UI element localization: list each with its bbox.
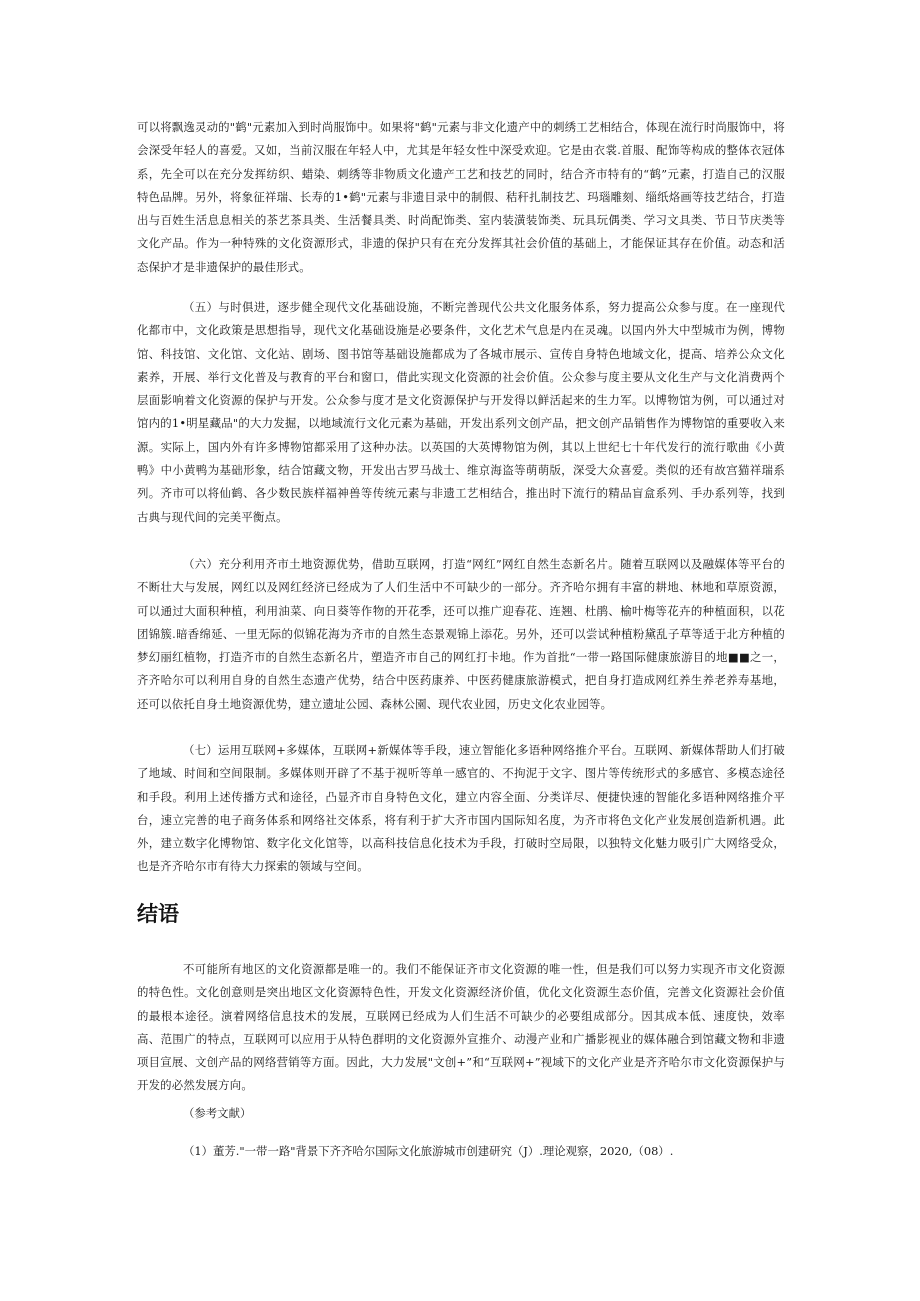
paragraph-section-six: （六）充分利用齐市土地资源优势，借助互联网，打造“网红”网红自然生态新名片。随着互联网以及融媒体等平台的不断壮大与发展，网红以及网红经济已经成为了人们生活中不可缺少的一部分。齐齐哈尔拥有丰富的耕地、林地和草原资源，可以通过大面积种植，利用油菜、向日葵等作物的开花季，还可以推广迎春花、连翘、杜鹃、榆叶梅等花卉的种植面积，以花团锦簇.暗香绵延、一里无际的似锦花海为齐市的自然生态景观锦上添花。另外，还可以尝试种植粉黛乱子草等适于北方种植的梦幻丽红植物，打造齐市的自然生态新名片，塑造齐市自己的网红打卡地。作为首批“一带一路国际健康旅游目的地■■之一，齐齐哈尔可以利用自身的自然生态遗产优势，结合中医药康养、中医药健康旅游模式，把自身打造成网红养生养老养寿基地，还可以依托自身土地资源优势，建立遗址公园、森林公園、现代农业园，历史文化农业园等。 bbox=[137, 557, 785, 711]
references-label: （参考文献） bbox=[183, 1106, 252, 1120]
paragraph-section-seven: （七）运用互联网+多媒体，互联网+新媒体等手段，速立智能化多语种网络推介平台。互联网、新媒体帮助人们打破了地域、时间和空间限制。多媒体则开辟了不基于视听等单一感官的、不拘泥于文字、图片等传统形式的多感官、多模态途径和手段。利用上述传播方式和途径，凸显齐市自身特色文化，建立内容全面、分类详尽、便捷快速的智能化多语种网络推介平台，速立完善的电子商务体系和网络社交体系，将有利于扩大齐市国内国际知名度，为齐市将色文化产业发展创造新机遇。此外，建立数字化博物馆、数字化文化馆等，以高科技信息化技术为手段，打破时空局限，以独特文化魅力吸引广大网络受众，也是齐齐哈尔市有待大力探索的领域与空间。 bbox=[137, 743, 785, 874]
paragraph-crane-elements: 可以将飘逸灵动的"鹤"元素加入到时尚服饰中。如果将"鹤"元素与非文化遗产中的刺绣工艺相结合，体现在流行时尚服饰中，将会深受年轻人的喜爱。又如，当前汉服在年轻人中，尤其是年轻女性中深受欢迎。它是由衣裳.首服、配饰等构成的整体衣冠体系，先全可以在充分发挥纺织、蜡染、刺绣等非物质文化遗产工艺和技艺的同时，结合齐市特有的“鹤”元素，打造自己的汉服特色品牌。另外，将象征祥瑞、长寿的1•鹤"元素与非遗目录中的制假、秸秆扎制技艺、玛瑙雕刻、缁纸烙画等技艺结合，打造出与百姓生活息息相关的茶艺茶具类、生活餐具类、时尚配饰类、室内装潢装饰类、玩具玩偶类、学习文具类、节日节庆类等文化产品。作为一种特殊的文化资源形式，非遗的保护只有在充分发挥其社会价值的基础上，才能保证其存在价值。动态和活态保护才是非遗保护的最佳形式。 bbox=[137, 120, 785, 274]
paragraph-section-five: （五）与时俱进，逐步健全现代文化基础设施，不断完善现代公共文化服务体系，努力提高公众参与度。在一座现代化都市中，文化政策是思想指导，现代文化基础设施是必要条件，文化艺术气息是内在灵魂。以国内外大中型城市为例，博物馆、科技馆、文化馆、文化站、剧场、图书馆等基础设施都成为了各城市展示、宣传自身特色地域文化，提高、培养公众文化素养，开展、举行文化普及与教育的平台和窗口，借此实现文化资源的社会价值。公众参与度主要从文化生产与文化消费两个层面影响着文化资源的保护与开发。公众参与度才是文化资源保护与开发得以鲜活起来的生力军。以博物馆为例，可以通过对馆内的1•明星藏品"的大力发掘，以地域流行文化元素为基础，开发出系列文创产品，把文创产品销售作为博物馆的重要收入来源。实际上，国内外有许多博物馆都采用了这种办法。以英国的大英博物馆为例，其以上世纪七十年代发行的流行歌曲《小黄鸭》中小黄鸭为基础形象，结合馆藏文物，开发出古罗马战士、维京海盗等萌萌版，深受大众喜爱。类似的还有故宫猫祥瑞系列。齐市可以将仙鹤、各少数民族样福神兽等传统元素与非遗工艺相结合，推出时下流行的精品盲盒系列、手办系列等，找到古典与现代间的完美平衡点。 bbox=[137, 300, 785, 524]
paragraph-conclusion: 不可能所有地区的文化资源都是唯一的。我们不能保证齐市文化资源的唯一性，但是我们可以努力实现齐市文化资源的特色性。文化创意则是突出地区文化资源特色性，开发文化资源经济价值，优化文化资源生态价值，完善文化资源社会价值的最根本途径。演着网络信息技术的发展，互联网已经成为人们生活不可缺少的必要组成部分。因其成本低、速度快，效率高、范围广的特点，互联网可以应用于从特色群明的文化资源外宣推介、动漫产业和广播影视业的媒体融合到馆藏文物和非遗项目宣展、文创产品的网络营销等方面。因此，大力发展"文创+”和“互联网+”视域下的文化产业是齐齐哈尔市文化资源保护与开发的必然发展方向。 bbox=[137, 962, 785, 1093]
reference-item: （1）董芳."一带一路"背景下齐齐哈尔国际文化旅游城市创建研究（J）.理论观察，2020,（08）. bbox=[183, 1144, 674, 1158]
conclusion-heading: 结语 bbox=[137, 902, 179, 926]
